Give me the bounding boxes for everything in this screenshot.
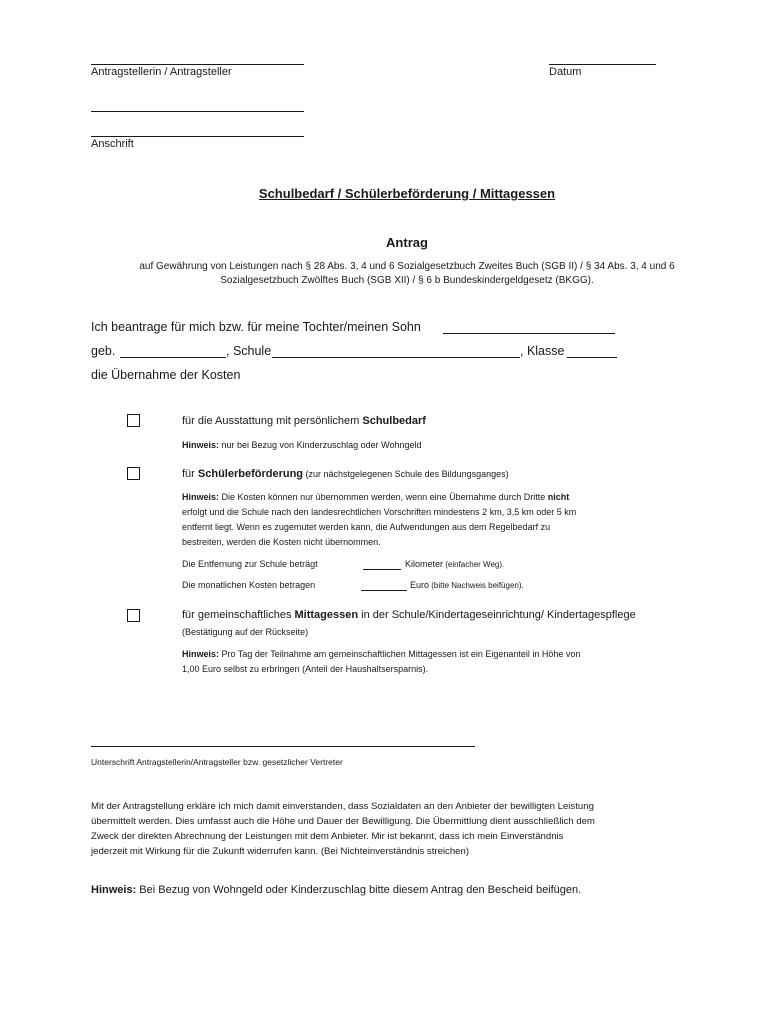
- schulbedarf-checkbox[interactable]: [127, 414, 140, 427]
- cost-unit: Euro: [410, 580, 430, 590]
- consent-line-2: übermittelt werden. Dies umfasst auch die Höhe und Dauer der Bewilligung. Die Übermittlung dient ausschließlich dem: [91, 816, 595, 827]
- cost-field[interactable]: [361, 590, 407, 591]
- consent-line-4: jederzeit mit Wirkung für die Zukunft widerrufen kann. (Bei Nichteinverständnis streichen): [91, 846, 470, 857]
- befoerderung-hint-label: Hinweis:: [182, 492, 220, 502]
- applicant-name-line[interactable]: [91, 64, 304, 65]
- school-label: , Schule: [226, 344, 272, 358]
- schulbedarf-hint-text: nur bei Bezug von Kinderzuschlag oder Wohngeld: [219, 440, 422, 450]
- befoerderung-checkbox[interactable]: [127, 467, 140, 480]
- mittagessen-hint-l1: Pro Tag der Teilnahme am gemeinschaftlichen Mittagessen ist ein Eigenanteil in Höhe von: [219, 649, 581, 659]
- signature-line[interactable]: [91, 746, 475, 747]
- befoerderung-suffix: (zur nächstgelegenen Schule des Bildungsganges): [303, 469, 509, 479]
- mittagessen-note: (Bestätigung auf der Rückseite): [182, 627, 309, 637]
- mittagessen-checkbox[interactable]: [127, 609, 140, 622]
- befoerderung-label: [182, 468, 509, 480]
- schulbedarf-hint: [182, 440, 421, 450]
- befoerderung-hint-l1b: nicht: [547, 492, 570, 502]
- befoerderung-hint-l1a: Die Kosten können nur übernommen werden, wenn eine Übernahme durch Dritte: [219, 492, 548, 502]
- final-hint: [91, 884, 581, 896]
- document-title: Schulbedarf / Schülerbeförderung / Mittagessen: [258, 186, 556, 201]
- schulbedarf-prefix: für die Ausstattung mit persönlichem: [182, 415, 363, 427]
- date-line[interactable]: [549, 64, 656, 65]
- birth-label: geb.: [91, 344, 116, 358]
- mittagessen-bold: Mittagessen: [294, 609, 359, 621]
- consent-line-3: Zweck der direkten Abrechnung der Leistungen mit dem Anbieter. Mir ist bekannt, dass ich mein Einverständnis: [91, 831, 564, 842]
- consent-line-1: Mit der Antragstellung erkläre ich mich damit einverstanden, dass Sozialdaten an den Anbieter der bewilligten Leistung: [91, 801, 594, 812]
- befoerderung-hint-line-3: entfernt liegt. Wenn es zugemutet werden kann, die Aufwendungen aus dem Regelbedarf zu: [182, 522, 551, 532]
- befoerderung-hint-line-1: [182, 492, 569, 502]
- mittagessen-hint-line-2: 1,00 Euro selbst zu erbringen (Anteil der Haushaltsersparnis).: [182, 664, 429, 674]
- befoerderung-prefix: für: [182, 468, 198, 480]
- mittagessen-label: [182, 609, 636, 621]
- befoerderung-bold: Schülerbeförderung: [197, 468, 304, 480]
- cost-prefix: Die monatlichen Kosten betragen: [182, 580, 316, 590]
- request-prefix: Ich beantrage für mich bzw. für meine Tochter/meinen Sohn: [91, 320, 421, 334]
- befoerderung-hint-line-2: erfolgt und die Schule nach den landesrechtlichen Vorschriften mindestens 2 km, 3,5 km oder 5 km: [182, 507, 577, 517]
- signature-label: Unterschrift Antragstellerin/Antragsteller bzw. gesetzlicher Vertreter: [91, 757, 343, 767]
- distance-field[interactable]: [363, 569, 401, 570]
- cost-note: (bitte Nachweis beifügen).: [429, 581, 524, 590]
- mittagessen-suffix: in der Schule/Kindertageseinrichtung/ Kindertagespflege: [358, 609, 636, 621]
- address-line-1[interactable]: [91, 111, 304, 112]
- address-label: Anschrift: [91, 138, 134, 150]
- befoerderung-hint-line-4: bestreiten, werden die Kosten nicht übernommen.: [182, 537, 381, 547]
- date-label: Datum: [549, 66, 582, 78]
- intro-line-2: Sozialgesetzbuch Zwölftes Buch (SGB XII) / § 6 b Bundeskindergeldgesetz (BKGG).: [220, 275, 594, 286]
- class-field[interactable]: [567, 357, 617, 358]
- final-hint-text: Bei Bezug von Wohngeld oder Kinderzuschlag bitte diesem Antrag den Bescheid beifügen.: [136, 884, 582, 896]
- school-field[interactable]: [272, 357, 520, 358]
- distance-text: [405, 559, 504, 569]
- mittagessen-hint-line-1: [182, 649, 580, 659]
- applicant-label: Antragstellerin / Antragsteller: [91, 66, 232, 78]
- cost-text: [410, 580, 524, 590]
- final-hint-label: Hinweis:: [91, 884, 137, 896]
- schulbedarf-label: [182, 415, 426, 427]
- document-subtitle: Antrag: [386, 235, 428, 250]
- child-name-field[interactable]: [443, 333, 615, 334]
- distance-note: (einfacher Weg).: [443, 560, 505, 569]
- class-label: , Klasse: [520, 344, 565, 358]
- schulbedarf-hint-label: Hinweis:: [182, 440, 220, 450]
- mittagessen-hint-label: Hinweis:: [182, 649, 220, 659]
- distance-prefix: Die Entfernung zur Schule beträgt: [182, 559, 318, 569]
- address-line-2[interactable]: [91, 136, 304, 137]
- intro-line-1: auf Gewährung von Leistungen nach § 28 Abs. 3, 4 und 6 Sozialgesetzbuch Zweites Buch (SGB II) / § 34 Abs. 3, 4 und 6: [139, 261, 675, 272]
- mittagessen-prefix: für gemeinschaftliches: [182, 609, 295, 621]
- distance-unit: Kilometer: [405, 559, 444, 569]
- request-line-1: [91, 320, 421, 334]
- birth-date-field[interactable]: [120, 357, 226, 358]
- schulbedarf-bold: Schulbedarf: [362, 415, 426, 427]
- request-line-3: die Übernahme der Kosten: [91, 368, 241, 382]
